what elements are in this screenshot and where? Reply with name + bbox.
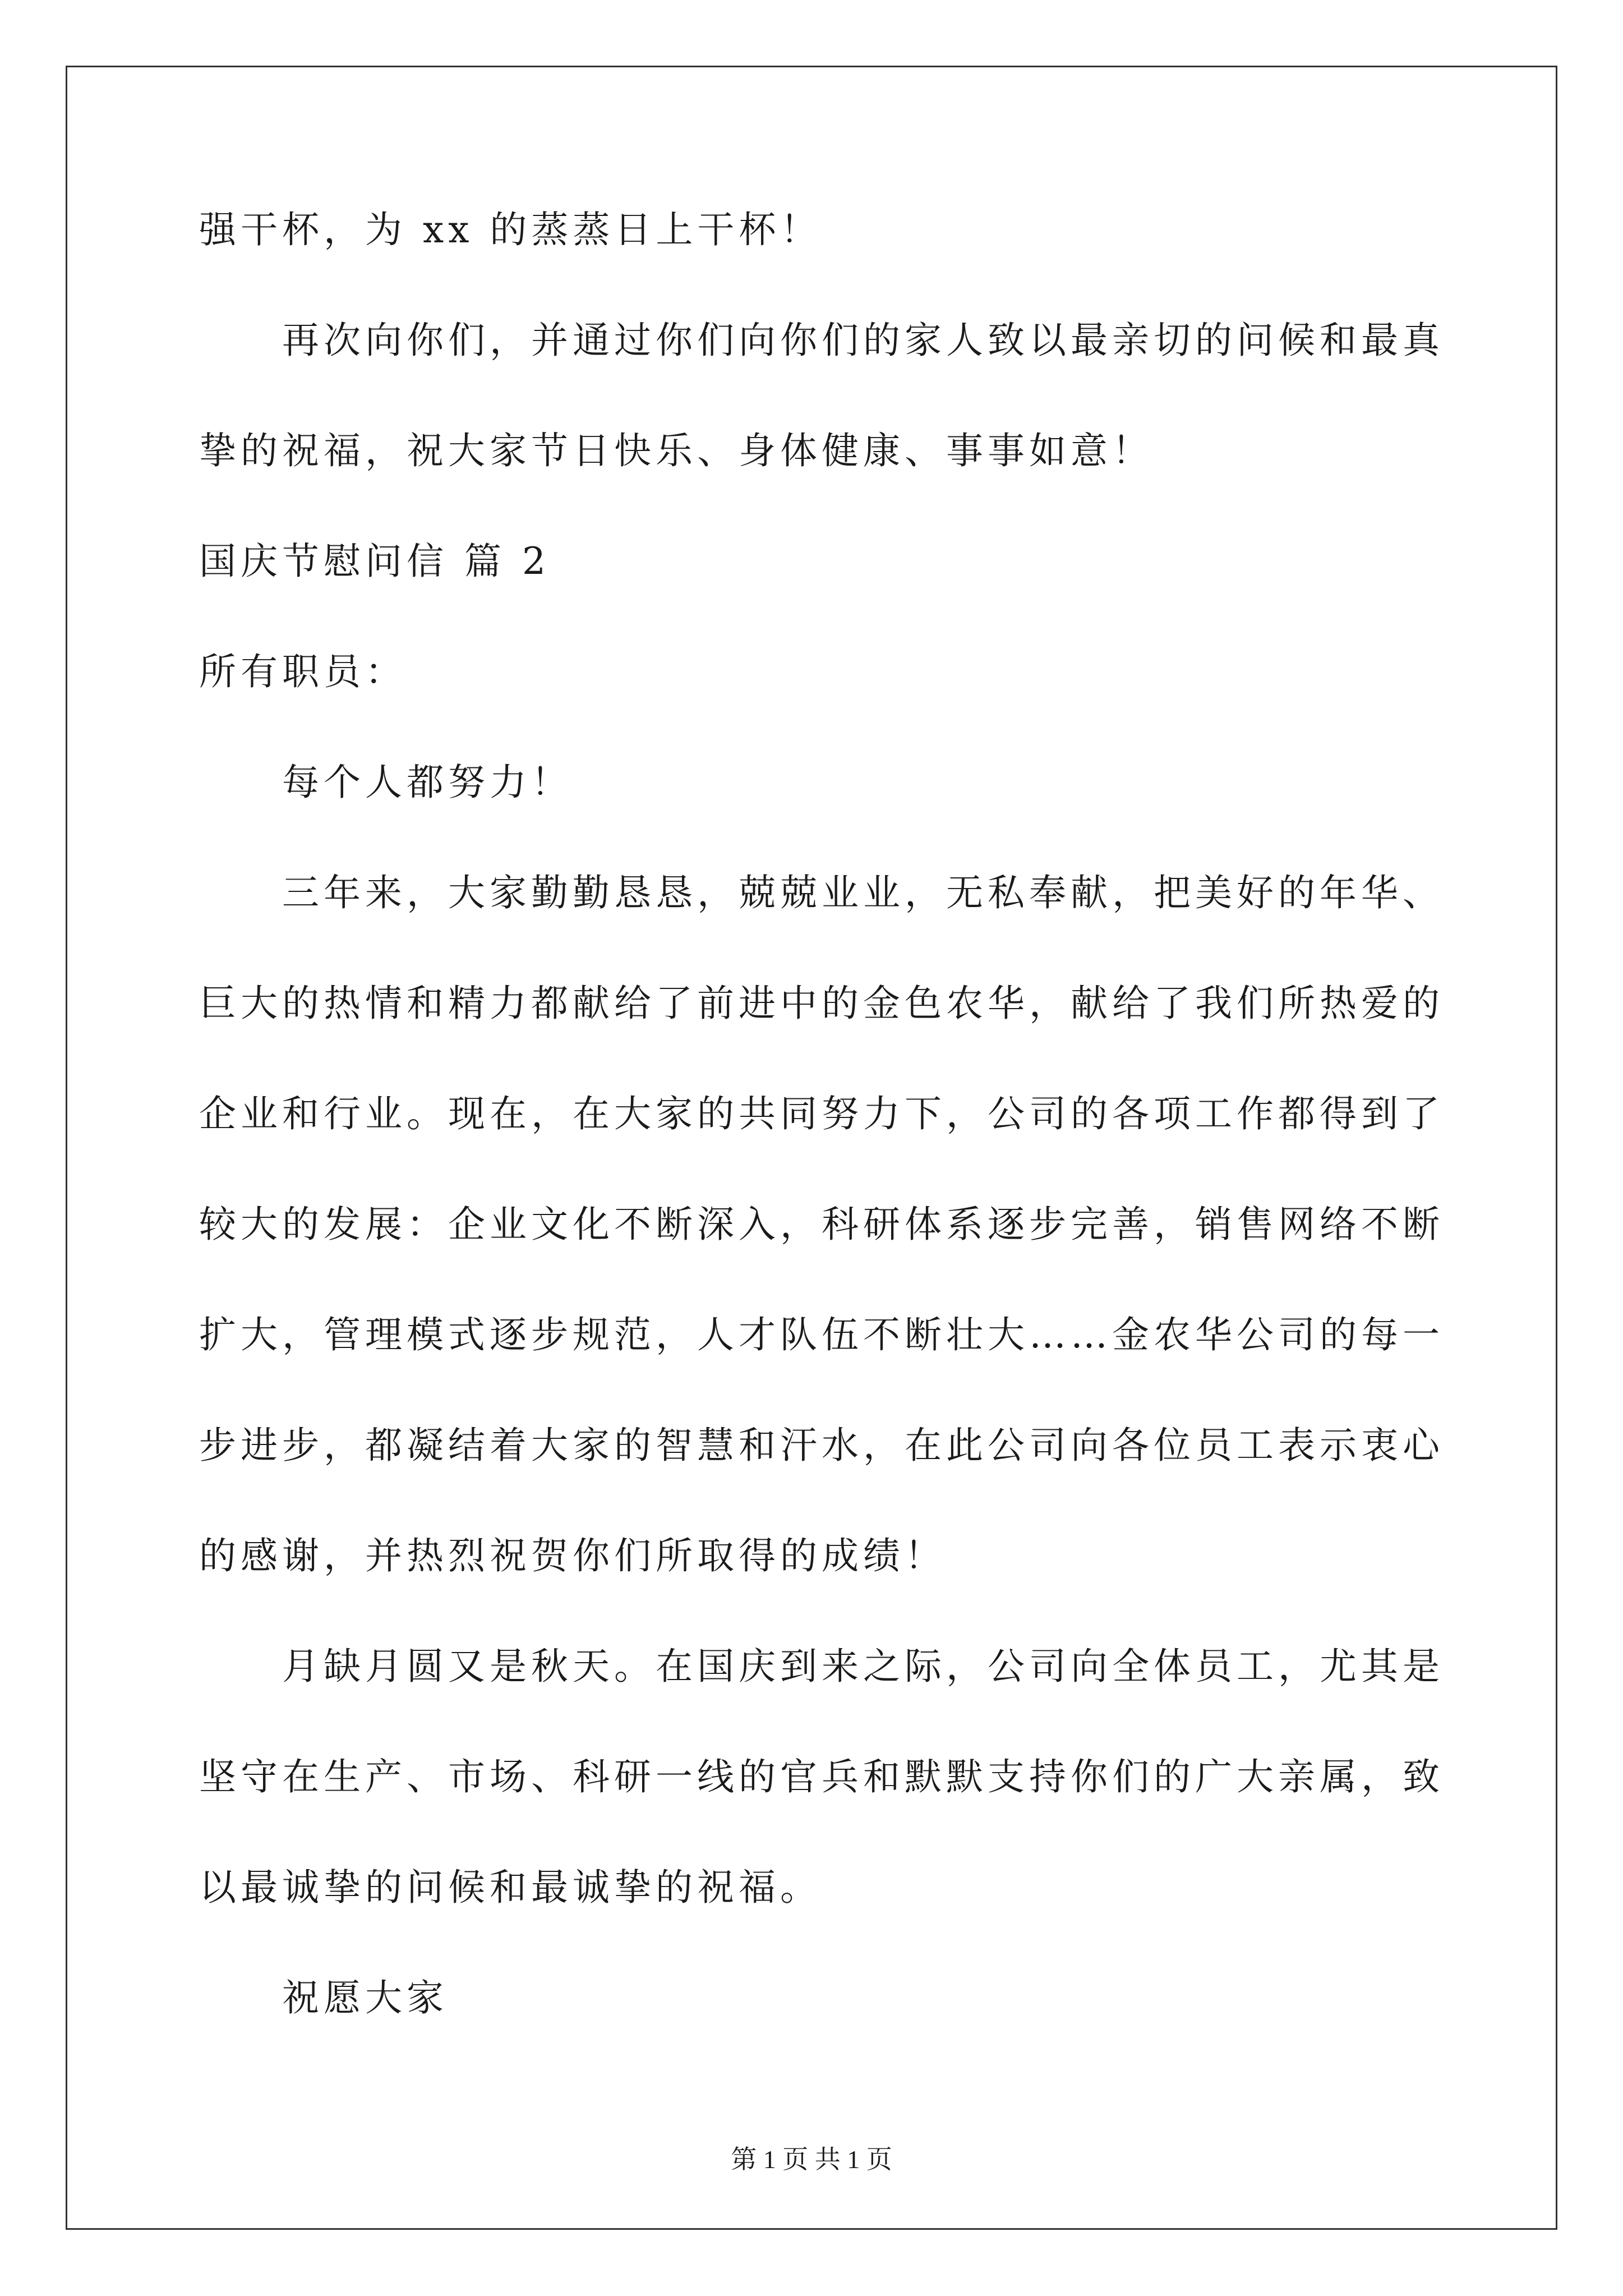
- text-line: 月缺月圆又是秋天。在国庆到来之际，公司向全体员工，尤其是: [282, 1645, 1444, 1688]
- text-line: 以最诚挚的问候和最诚挚的祝福。: [199, 1866, 822, 1909]
- text-line: 坚守在生产、市场、科研一线的官兵和默默支持你们的广大亲属，致: [199, 1755, 1444, 1798]
- text-line: 挚的祝福，祝大家节日快乐、身体健康、事事如意！: [199, 429, 1154, 472]
- text-line: 三年来，大家勤勤恳恳，兢兢业业，无私奉献，把美好的年华、: [282, 871, 1444, 914]
- section-heading: 国庆节慰问信 篇 2: [199, 540, 550, 583]
- text-line: 强干杯，为 xx 的蒸蒸日上干杯！: [199, 208, 822, 251]
- text-line: 较大的发展：企业文化不断深入，科研体系逐步完善，销售网络不断: [199, 1203, 1444, 1246]
- page-number-footer: 第 1 页 共 1 页: [731, 2145, 892, 2174]
- text-line: 再次向你们，并通过你们向你们的家人致以最亲切的问候和最真: [282, 319, 1444, 362]
- text-line: 扩大，管理模式逐步规范，人才队伍不断壮大……金农华公司的每一: [199, 1313, 1444, 1356]
- text-line: 每个人都努力！: [282, 761, 573, 804]
- text-line: 的感谢，并热烈祝贺你们所取得的成绩！: [199, 1534, 946, 1577]
- text-line: 步进步，都凝结着大家的智慧和汗水，在此公司向各位员工表示衷心: [199, 1424, 1444, 1467]
- salutation: 所有职员：: [199, 650, 407, 693]
- closing-line: 祝愿大家: [282, 1976, 448, 2019]
- text-line: 巨大的热情和精力都献给了前进中的金色农华，献给了我们所热爱的: [199, 982, 1444, 1025]
- text-line: 企业和行业。现在，在大家的共同努力下，公司的各项工作都得到了: [199, 1092, 1444, 1135]
